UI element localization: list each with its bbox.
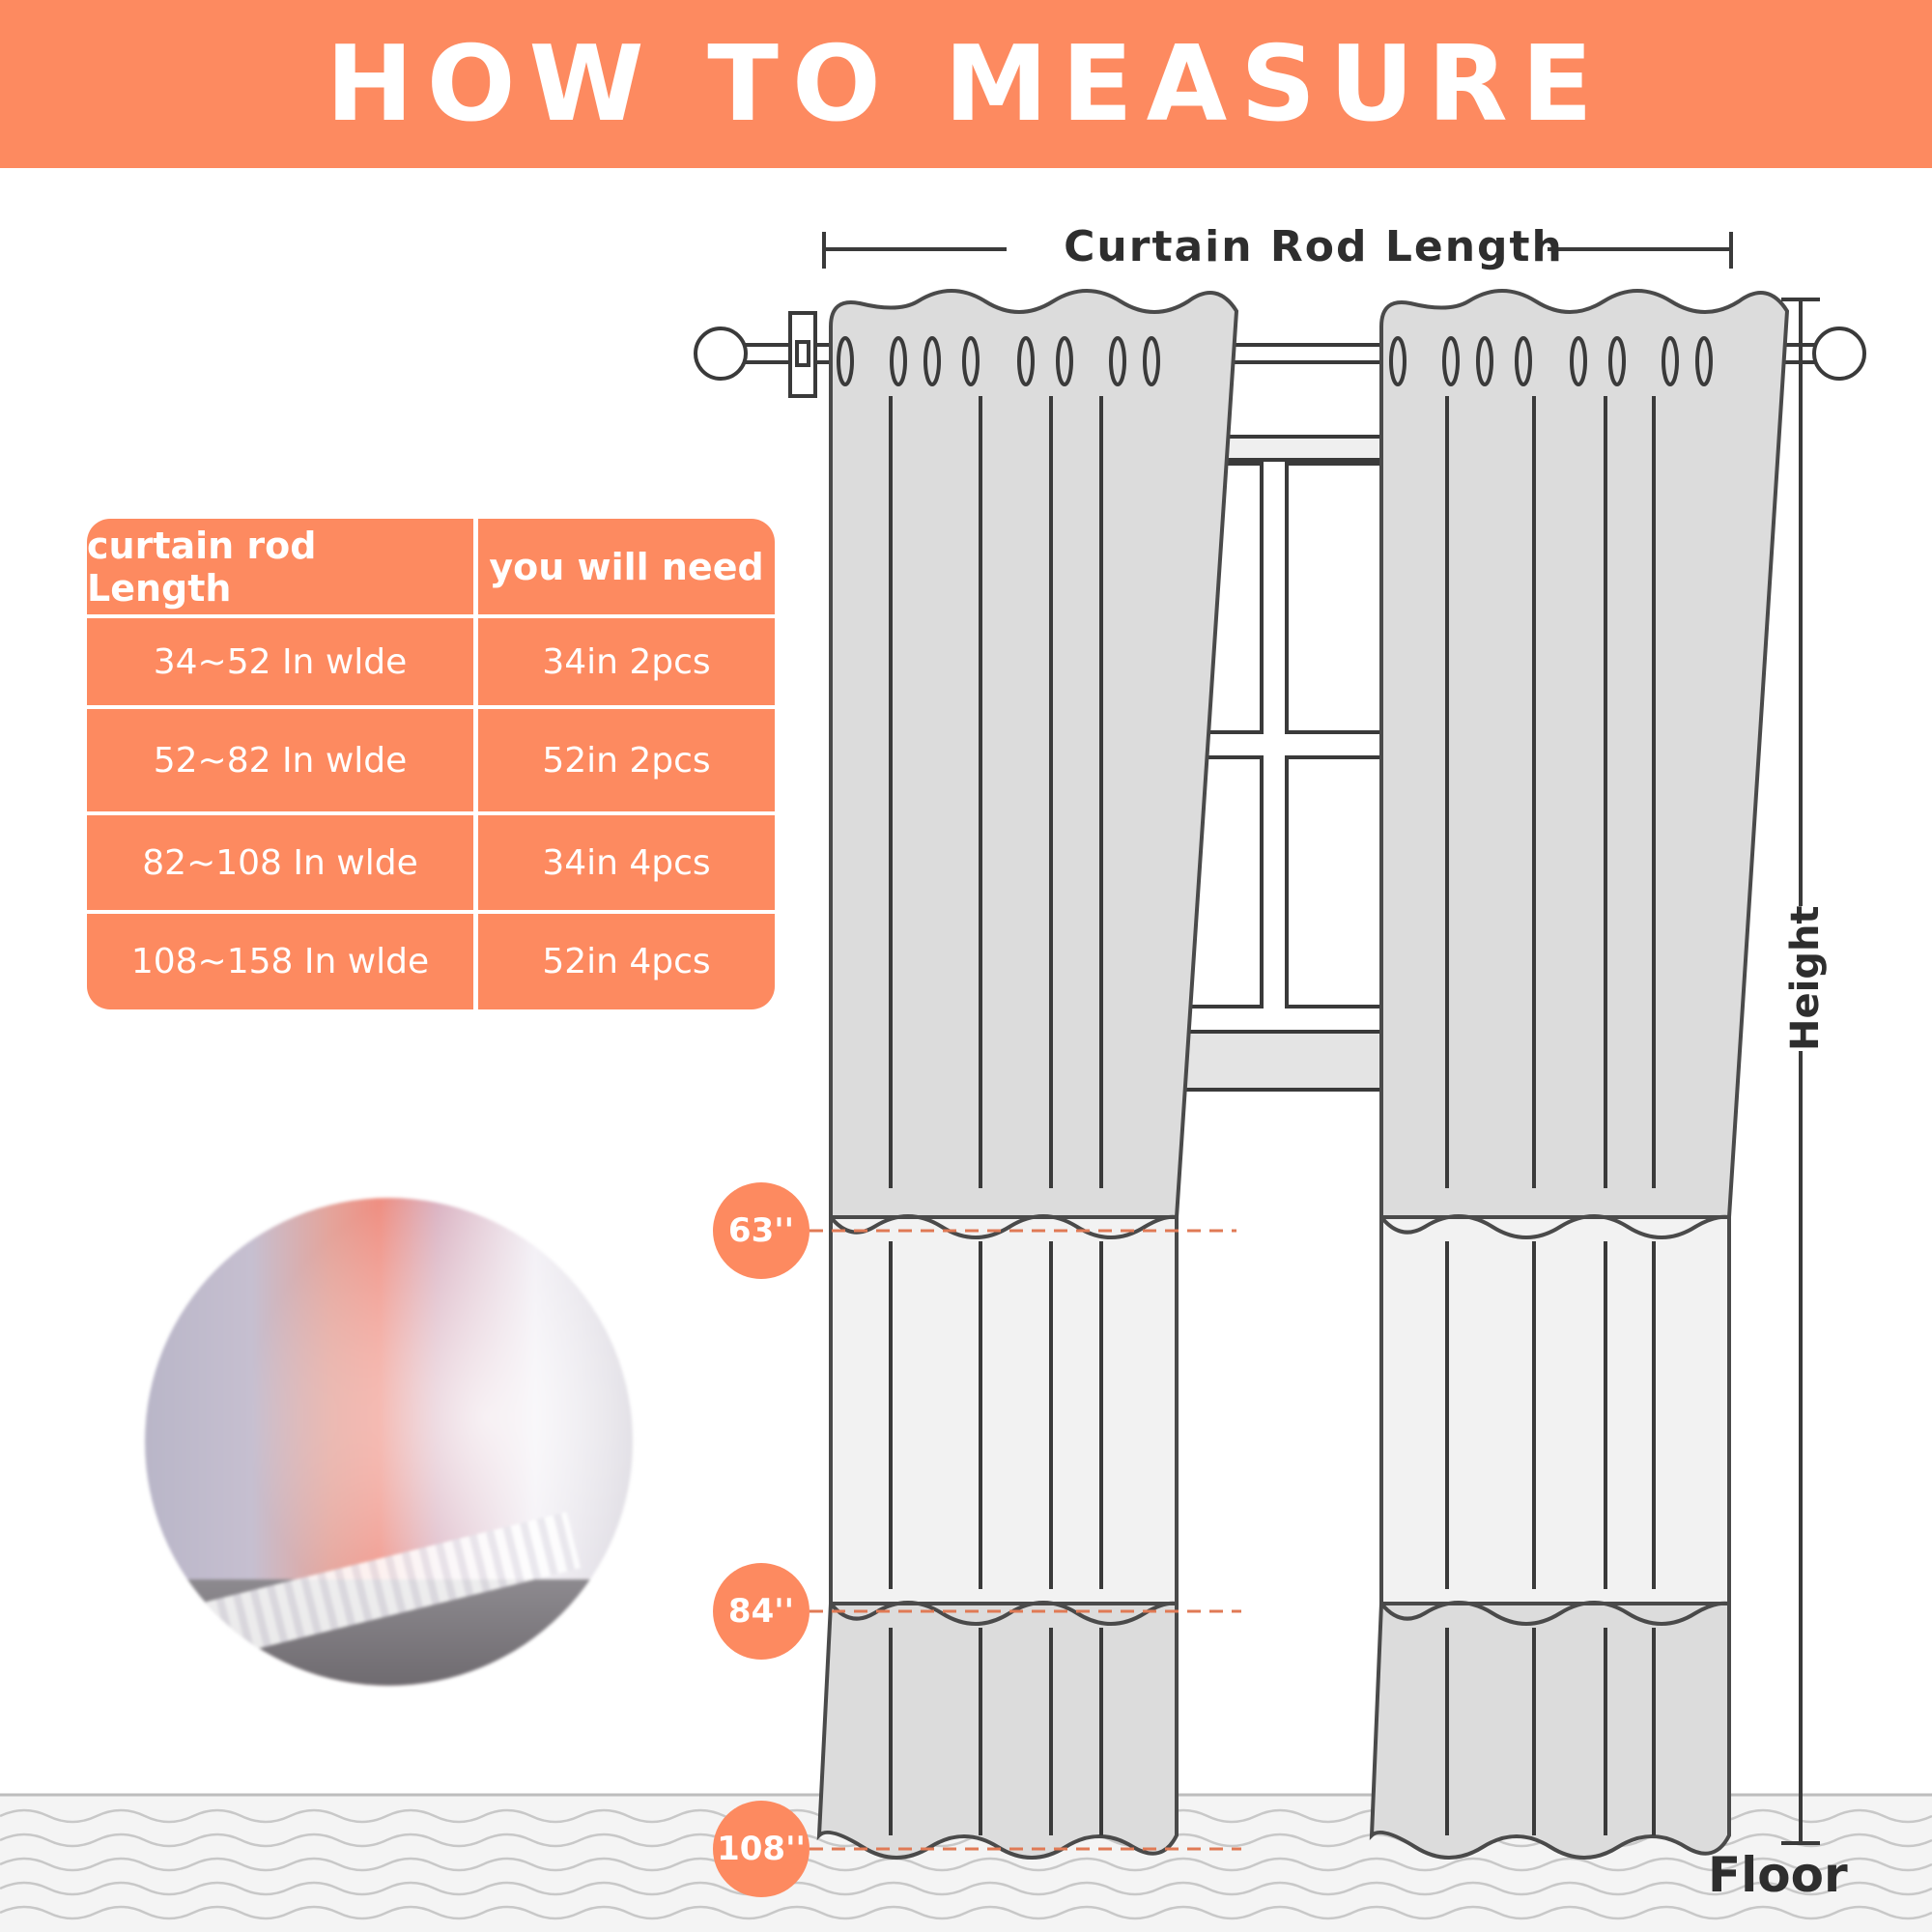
floor-label: Floor <box>1708 1847 1848 1903</box>
product-photo <box>145 1198 633 1686</box>
table-cell-need: 52in 4pcs <box>478 914 775 1009</box>
length-marker-84: 84'' <box>713 1563 810 1660</box>
right-curtain <box>1372 291 1787 1858</box>
table-cell-need: 52in 2pcs <box>478 709 775 811</box>
height-dimension <box>1781 299 1820 1843</box>
table-row <box>87 618 775 705</box>
length-marker-108: 108'' <box>713 1801 810 1897</box>
table-row <box>87 709 775 811</box>
table-cell-need: 34in 2pcs <box>478 618 775 705</box>
table-header-row <box>87 519 775 614</box>
table-header-need: you will need <box>478 519 775 614</box>
table-cell-rod: 52~82 In wlde <box>87 709 473 811</box>
table-row <box>87 815 775 910</box>
page-title: HOW TO MEASURE <box>326 23 1606 145</box>
table-cell-rod: 82~108 In wlde <box>87 815 473 910</box>
size-table <box>87 519 775 1009</box>
rod-length-label: Curtain Rod Length <box>1064 222 1564 271</box>
table-header-rod: curtain rod Length <box>87 519 473 614</box>
table-cell-rod: 108~158 In wlde <box>87 914 473 1009</box>
table-cell-rod: 34~52 In wlde <box>87 618 473 705</box>
height-label: Height <box>1783 905 1828 1051</box>
table-cell-need: 34in 4pcs <box>478 815 775 910</box>
left-curtain <box>819 291 1236 1858</box>
table-row <box>87 914 775 1009</box>
length-marker-63: 63'' <box>713 1182 810 1279</box>
